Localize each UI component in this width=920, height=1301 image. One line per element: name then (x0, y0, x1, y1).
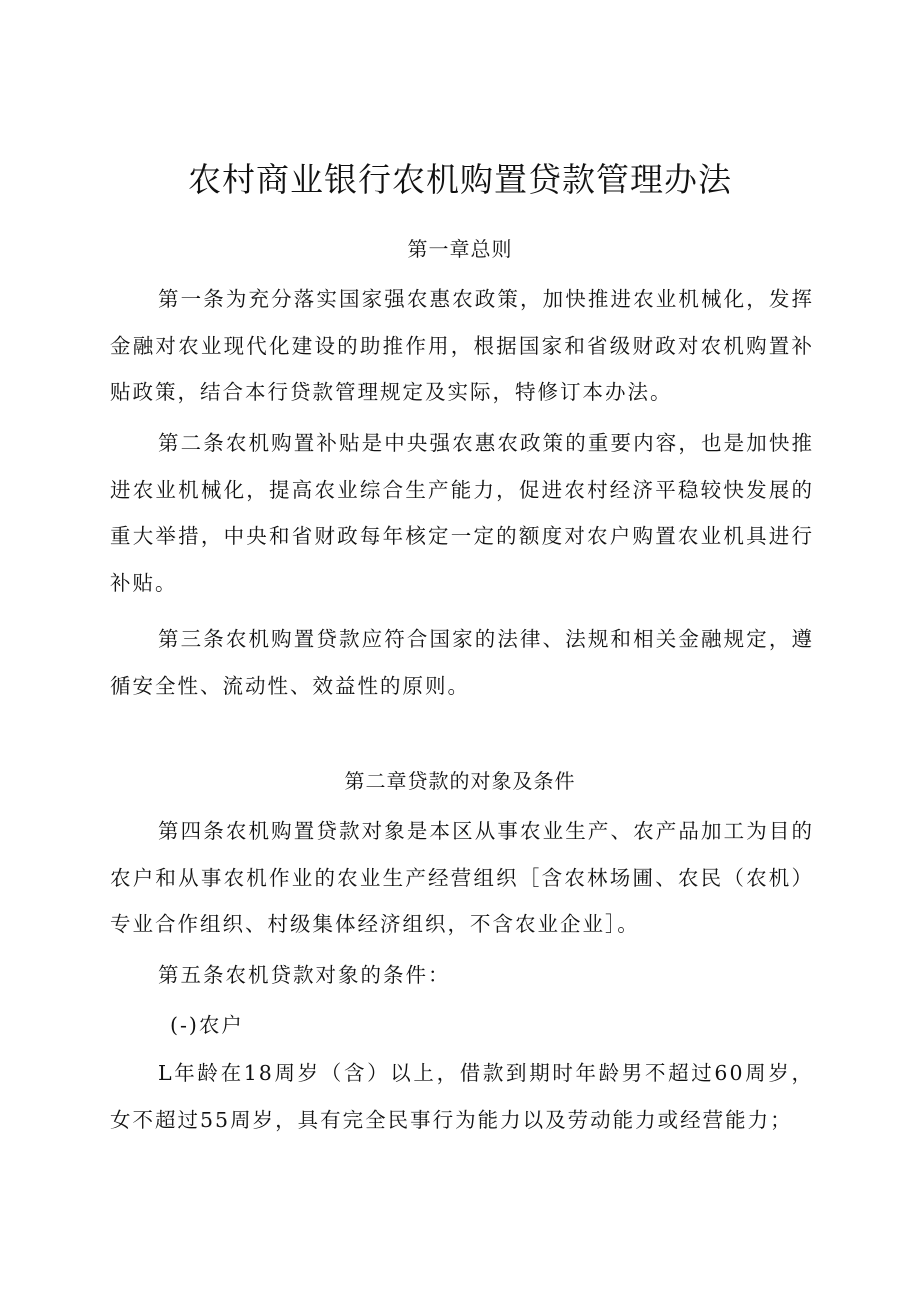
condition-1-paragraph: L年龄在18周岁（含）以上，借款到期时年龄男不超过60周岁，女不超过55周岁，具有完全民事行为能力以及劳动能力或经营能力； (110, 1061, 814, 1132)
article-5-paragraph: 第五条农机贷款对象的条件： (158, 963, 451, 987)
subsection-farmer: (-)农户 (170, 1013, 244, 1037)
article-3-paragraph: 第三条农机购置贷款应符合国家的法律、法规和相关金融规定，遵循安全性、流动性、效益性的原则。 (110, 627, 814, 698)
article-1-paragraph: 第一条为充分落实国家强农惠农政策，加快推进农业机械化，发挥金融对农业现代化建设的助推作用，根据国家和省级财政对农机购置补贴政策，结合本行贷款管理规定及实际，特修订本办法。 (110, 287, 814, 404)
article-4-paragraph: 第四条农机购置贷款对象是本区从事农业生产、农产品加工为目的农户和从事农机作业的农业生产经营组织［含农林场圃、农民（农机）专业合作组织、村级集体经济组织，不含农业企业］。 (110, 819, 814, 936)
chapter-heading-1: 第一章总则 (407, 237, 513, 261)
document-title: 农村商业银行农机购置贷款管理办法 (188, 160, 732, 199)
chapter-heading-2: 第二章贷款的对象及条件 (344, 769, 576, 793)
article-2-paragraph: 第二条农机购置补贴是中央强农惠农政策的重要内容，也是加快推进农业机械化，提高农业综合生产能力，促进农村经济平稳较快发展的重大举措，中央和省财政每年核定一定的额度对农户购置农业机具进行补贴。 (110, 431, 814, 595)
